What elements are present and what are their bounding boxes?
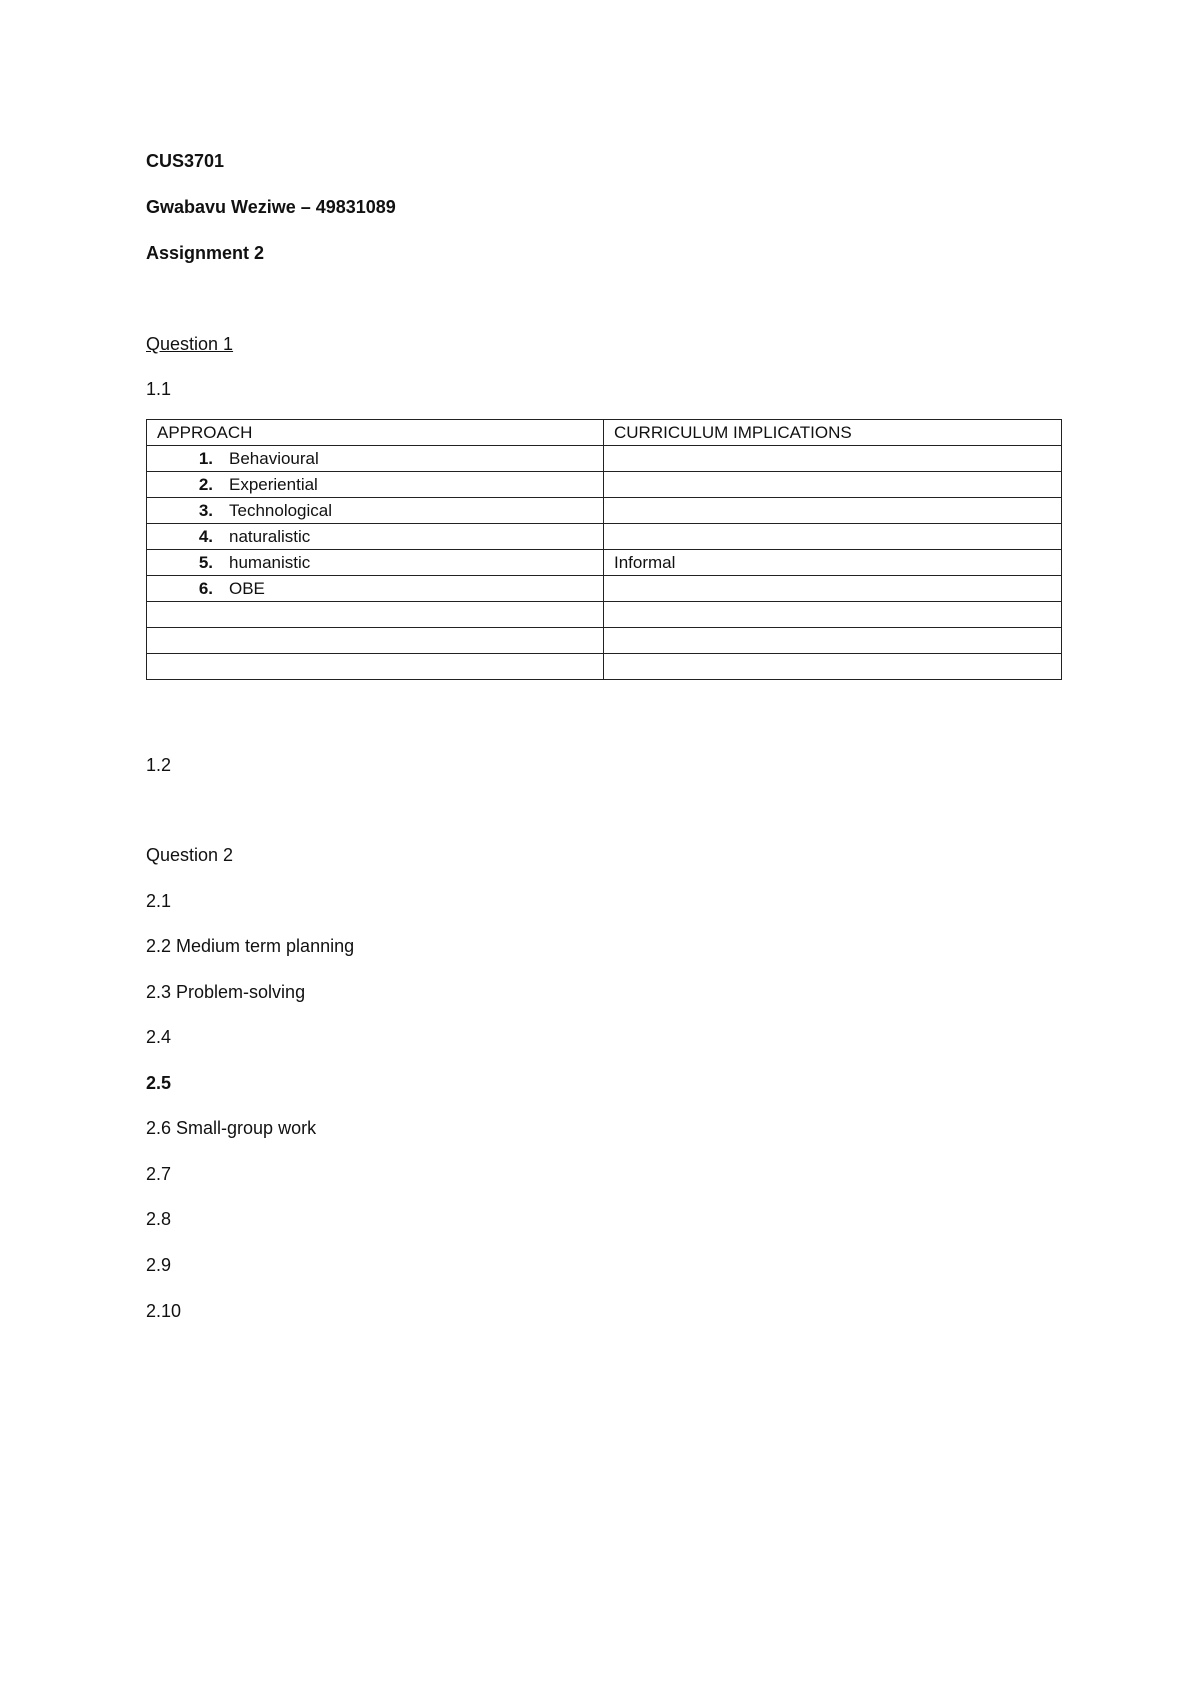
approach-cell [147, 472, 604, 498]
assignment-title: Assignment 2 [146, 243, 265, 263]
table-row-empty [147, 628, 1062, 654]
student-name-number: Gwabavu Weziwe – 49831089 [146, 197, 396, 217]
table-header-implications: CURRICULUM IMPLICATIONS [604, 420, 1062, 446]
approach-cell [147, 550, 604, 576]
course-code: CUS3701 [146, 151, 225, 171]
table-header-row [147, 420, 1062, 446]
empty-cell [604, 628, 1062, 654]
implication-cell [604, 446, 1062, 472]
implication-cell [604, 472, 1062, 498]
approach-cell [147, 576, 604, 602]
implication-cell [604, 576, 1062, 602]
approach-cell [147, 498, 604, 524]
empty-cell [604, 602, 1062, 628]
empty-cell [147, 628, 604, 654]
implication-cell [604, 524, 1062, 550]
implication-cell: Informal [604, 550, 1062, 576]
sub-question-1-1: 1.1 [146, 379, 172, 399]
approach-label: naturalistic [229, 527, 311, 546]
empty-cell [604, 654, 1062, 680]
table-row [147, 446, 1062, 472]
approach-cell [147, 446, 604, 472]
approach-cell [147, 524, 604, 550]
row-number: 3. [198, 501, 213, 520]
table-header-approach: APPROACH [147, 420, 604, 446]
row-number: 2. [198, 475, 213, 494]
approach-label: humanistic [229, 553, 311, 572]
sub-question-2-3: 2.3 Problem-solving [146, 982, 306, 1002]
sub-question-1-2: 1.2 [146, 755, 172, 775]
sub-question-2-8: 2.8 [146, 1209, 172, 1229]
sub-question-2-5: 2.5 [146, 1073, 172, 1093]
table-row [147, 472, 1062, 498]
approach-table [146, 419, 1062, 680]
table-row-empty [147, 654, 1062, 680]
question-1-heading: Question 1 [146, 334, 234, 354]
table-row [147, 498, 1062, 524]
sub-question-2-10: 2.10 [146, 1301, 182, 1321]
row-number: 6. [198, 579, 213, 598]
sub-question-2-4: 2.4 [146, 1027, 172, 1047]
row-number: 1. [198, 449, 213, 468]
table-row [147, 550, 1062, 576]
question-2-heading: Question 2 [146, 845, 234, 865]
sub-question-2-2: 2.2 Medium term planning [146, 936, 355, 956]
row-number: 5. [198, 553, 213, 572]
table-row-empty [147, 602, 1062, 628]
implication-cell [604, 498, 1062, 524]
sub-question-2-9: 2.9 [146, 1255, 172, 1275]
table-row [147, 576, 1062, 602]
sub-question-2-7: 2.7 [146, 1164, 172, 1184]
empty-cell [147, 602, 604, 628]
sub-question-2-6: 2.6 Small-group work [146, 1118, 317, 1138]
approach-label: Experiential [229, 475, 318, 494]
empty-cell [147, 654, 604, 680]
approach-label: Behavioural [229, 449, 319, 468]
row-number: 4. [198, 527, 213, 546]
table-row [147, 524, 1062, 550]
approach-label: OBE [229, 579, 265, 598]
approach-label: Technological [229, 501, 333, 520]
sub-question-2-1: 2.1 [146, 891, 172, 911]
